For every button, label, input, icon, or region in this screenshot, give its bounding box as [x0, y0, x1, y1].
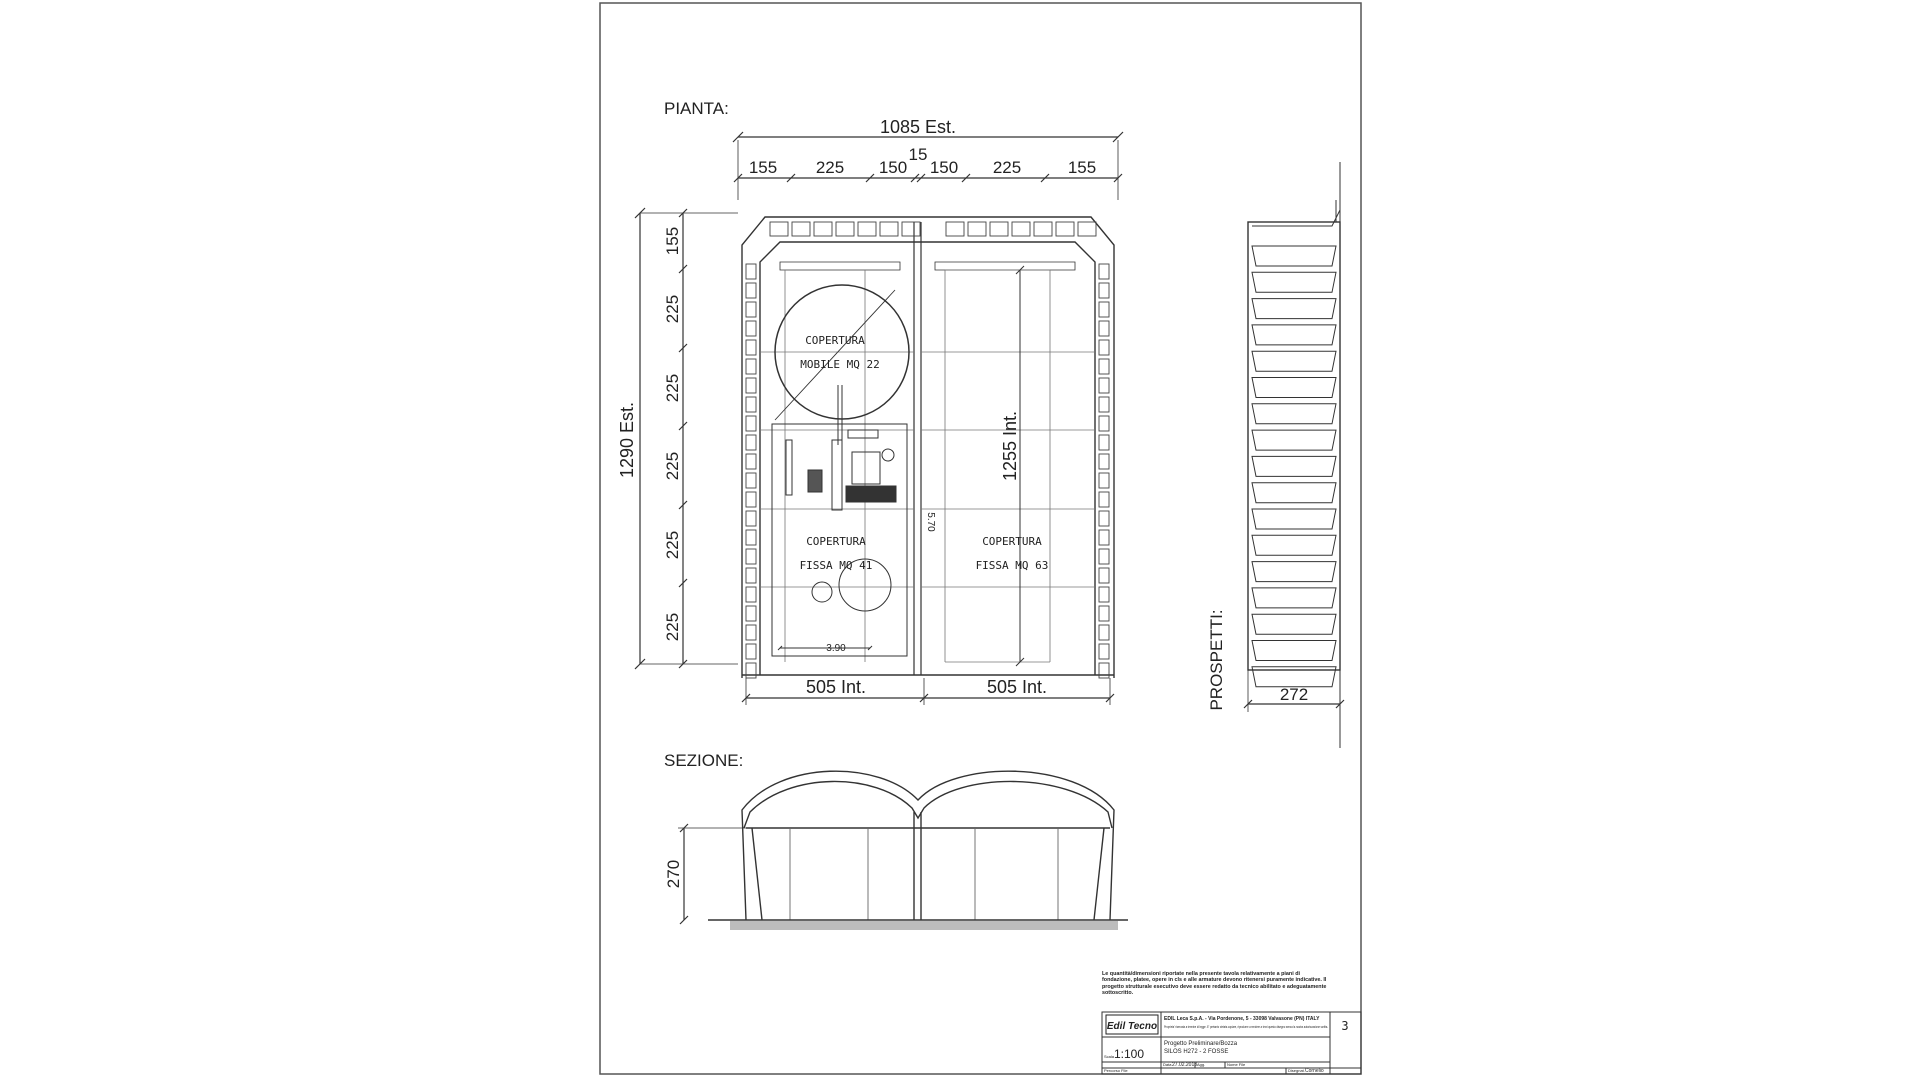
left-total-dim: 1290 Est. — [617, 401, 637, 479]
mobile-cover-label-1: COPERTURA — [805, 334, 865, 347]
file-path-label: Percorso File — [1104, 1068, 1128, 1073]
plan-title: PIANTA: — [664, 99, 729, 118]
top-dim-1: 155 — [748, 158, 778, 177]
agg-label: Agg. — [1197, 1062, 1206, 1067]
fixed-right-label-2: FISSA MQ 63 — [975, 559, 1049, 572]
notes-text: Le quantità/dimensioni riportate nella presente tavola relativamente a piani di fondazione, platee, opere in cls e alle armature devono ritenersi puramente indicative. Il progetto strutturale esecutivo deve essere redatto da tecnico abilitato e adeguatamente sottoscritto. — [1102, 971, 1327, 997]
side-dim: 5.70 — [925, 512, 936, 532]
prospetti-title: PROSPETTI: — [1207, 609, 1226, 711]
bottom-right-dim: 505 Int. — [986, 677, 1048, 697]
overall-width-label: 1085 Est. — [879, 117, 957, 137]
left-dim-2: 225 — [663, 294, 682, 324]
prospetti-width-dim: 272 — [1279, 685, 1309, 704]
file-label: Nome File — [1227, 1062, 1246, 1067]
fixed-left-label-1: COPERTURA — [806, 535, 866, 548]
left-dim-3: 225 — [663, 373, 682, 403]
top-dim-5: 225 — [992, 158, 1022, 177]
inner-height-dim: 1255 Int. — [1000, 410, 1020, 482]
scale-label: Scala — [1104, 1054, 1115, 1059]
drafter-name: Cornelio — [1305, 1068, 1324, 1074]
left-dim-5: 225 — [663, 530, 682, 560]
section-height-dim: 270 — [664, 859, 683, 889]
company-address: EDIL Leca S.p.A. - Via Pordenone, 5 - 33098 Valvasone (PN) ITALY — [1164, 1016, 1320, 1022]
sheet-frame — [600, 3, 1361, 1074]
company-logo-text: Edil Tecno — [1106, 1021, 1158, 1032]
date-value: 27.02.2013 — [1172, 1062, 1198, 1068]
top-dim-4: 150 — [929, 158, 959, 177]
left-dim-1: 155 — [663, 226, 682, 256]
drafter-label: Disegnat. — [1288, 1068, 1305, 1073]
ownership-note: Proprieta' riservata a termine di legge. E' pertanto vietata copiare, riprodurre a rendere a terzi questo disegno senza la nostra autorizzazione scritta. — [1164, 1025, 1328, 1029]
top-dim-6: 155 — [1067, 158, 1097, 177]
center-gap-dim: 15 — [908, 145, 928, 164]
project-name-2: SILOS H272 - 2 FOSSE — [1164, 1049, 1229, 1055]
project-name-1: Progetto Preliminare/Bozza — [1164, 1041, 1238, 1047]
bottom-left-dim: 505 Int. — [805, 677, 867, 697]
fixed-left-label-2: FISSA MQ 41 — [799, 559, 873, 572]
left-dim-6: 225 — [663, 612, 682, 642]
sheet-number: 3 — [1341, 1019, 1349, 1033]
equipment-dim: 3.90 — [826, 643, 846, 654]
top-dim-3: 150 — [878, 158, 908, 177]
scale-value: 1:100 — [1114, 1047, 1145, 1061]
ground-hatch — [730, 921, 1118, 930]
section-title: SEZIONE: — [664, 751, 744, 770]
top-dim-2: 225 — [815, 158, 845, 177]
mobile-cover-label-2: MOBILE MQ 22 — [800, 358, 880, 371]
date-label: Data — [1163, 1062, 1172, 1067]
fixed-right-label-1: COPERTURA — [982, 535, 1042, 548]
left-dim-4: 225 — [663, 451, 682, 481]
